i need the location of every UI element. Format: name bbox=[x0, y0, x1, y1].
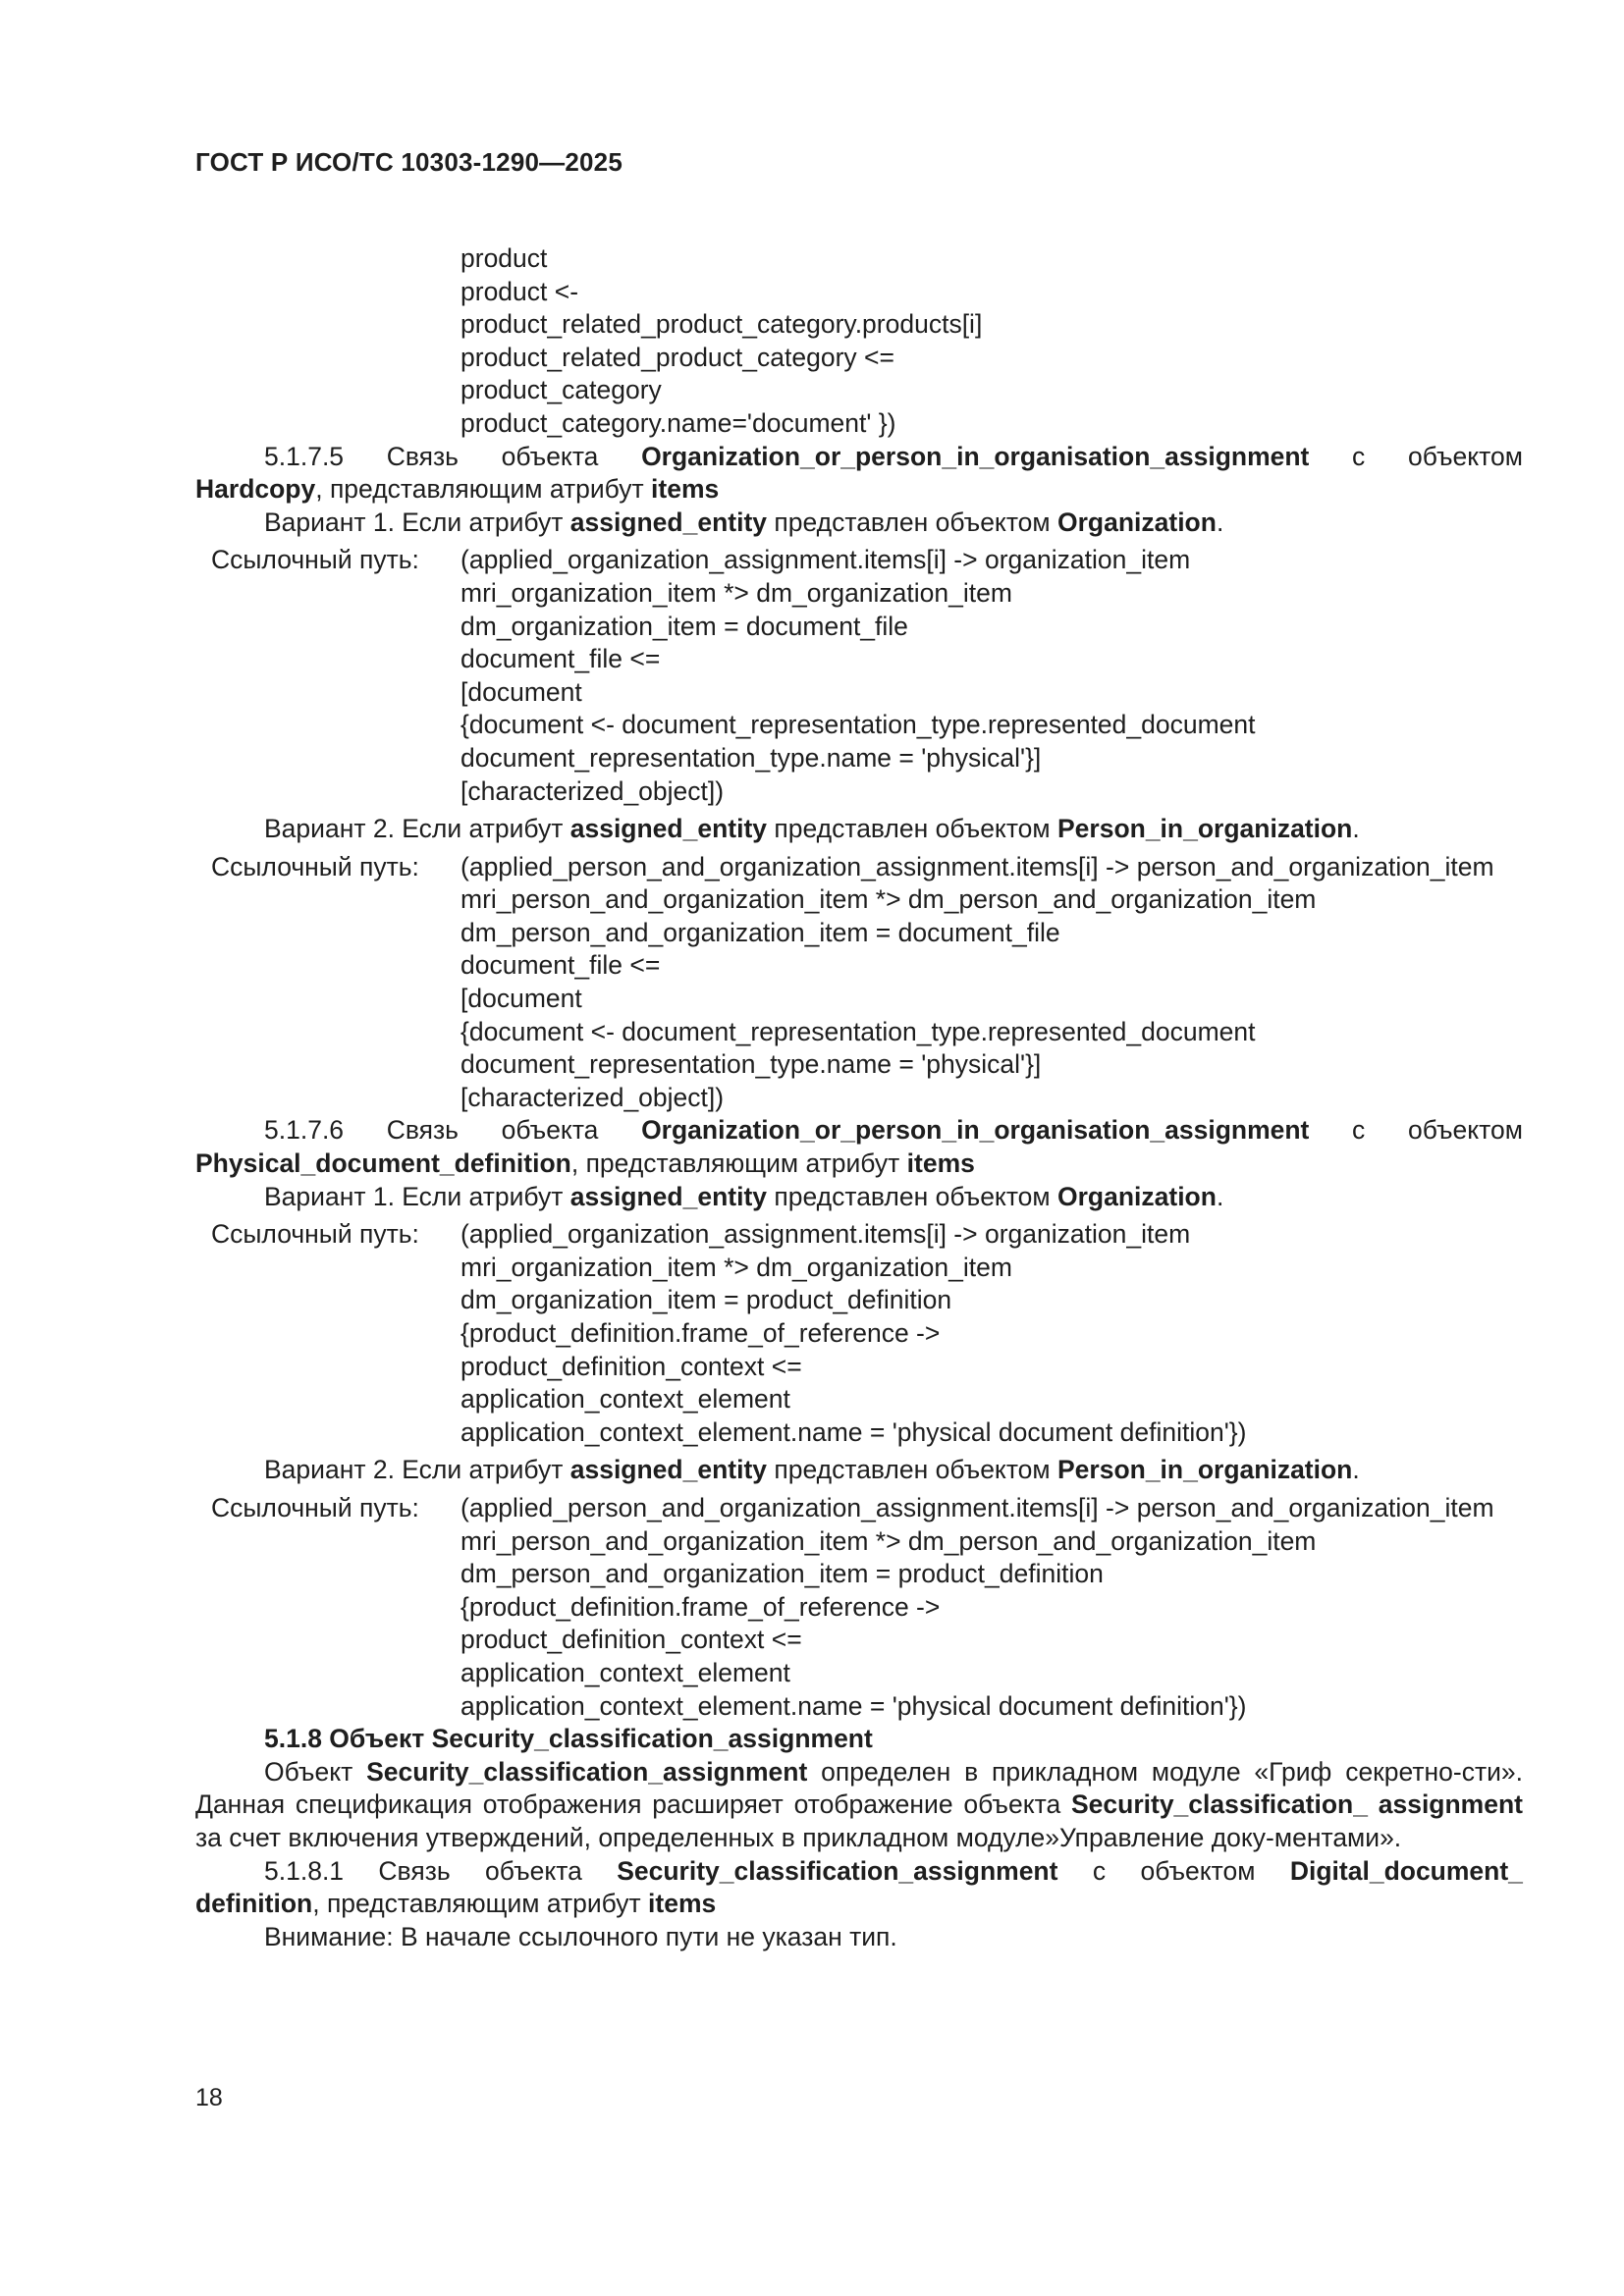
code-line: document_file <= bbox=[460, 644, 661, 674]
variant-1-line: Вариант 1. Если атрибут assigned_entity представлен объектом Organization. bbox=[264, 1181, 1224, 1211]
attribute-name: items bbox=[906, 1148, 975, 1179]
code-line: [document bbox=[460, 676, 582, 707]
code-line: dm_person_and_organization_item = product_definition bbox=[460, 1559, 1104, 1589]
attribute-name: items bbox=[648, 1889, 717, 1919]
code-line: mri_person_and_organization_item *> dm_person_and_organization_item bbox=[460, 884, 1317, 915]
clause-5181-heading-line1: 5.1.8.1 Связь объекта Security_classification_assignment с объектом Digital_document_ bbox=[264, 1855, 1523, 1886]
code-line: mri_person_and_organization_item *> dm_person_and_organization_item bbox=[460, 1525, 1317, 1556]
code-line: {document <- document_representation_type.represented_document bbox=[460, 1016, 1256, 1046]
code-line: product <- bbox=[460, 276, 579, 306]
code-line: mri_organization_item *> dm_organization_item bbox=[460, 577, 1012, 608]
reference-path-label: Ссылочный путь: bbox=[211, 1492, 419, 1522]
variant-2-line: Вариант 2. Если атрибут assigned_entity представлен объектом Person_in_organization. bbox=[264, 1455, 1360, 1485]
code-line: application_context_element.name = 'physical document definition'}) bbox=[460, 1690, 1247, 1721]
code-line: document_file <= bbox=[460, 950, 661, 981]
code-line: Ссылочный путь: (applied_person_and_organization_assignment.items[i] -> person_and_organization_item bbox=[195, 1492, 1523, 1525]
code-line: document_representation_type.name = 'physical'}] bbox=[460, 1049, 1042, 1080]
code-line: application_context_element bbox=[460, 1657, 790, 1687]
reference-path-block bbox=[195, 1218, 1523, 1449]
variant-2-line: Вариант 2. Если атрибут assigned_entity представлен объектом Person_in_organization. bbox=[264, 814, 1360, 844]
reference-path-label: Ссылочный путь: bbox=[211, 545, 419, 575]
clause-5175-heading-line2: Hardcopy, представляющим атрибут items bbox=[195, 474, 720, 505]
entity-name: Security_classification_assignment bbox=[617, 1855, 1058, 1886]
code-line: {product_definition.frame_of_reference -> bbox=[460, 1591, 941, 1622]
entity-name: Organization_or_person_in_organisation_assignment bbox=[641, 1115, 1310, 1146]
code-line: product_definition_context <= bbox=[460, 1625, 802, 1655]
code-line: dm_person_and_organization_item = document_file bbox=[460, 917, 1060, 947]
code-block-continuation bbox=[195, 242, 1523, 441]
target-entity-name: Hardcopy bbox=[195, 474, 316, 505]
code-line: Ссылочный путь: (applied_person_and_organization_assignment.items[i] -> person_and_organization_item bbox=[195, 851, 1523, 884]
code-line: dm_organization_item = document_file bbox=[460, 611, 908, 641]
code-line: product_category bbox=[460, 375, 662, 405]
code-line: {document <- document_representation_type.represented_document bbox=[460, 710, 1256, 740]
reference-path-block bbox=[195, 544, 1523, 808]
code-line: {product_definition.frame_of_reference -> bbox=[460, 1318, 941, 1348]
section-heading-518: 5.1.8 Объект Security_classification_assignment bbox=[264, 1724, 873, 1754]
document-header: ГОСТ Р ИСО/ТС 10303-1290—2025 bbox=[195, 147, 623, 177]
code-line: Ссылочный путь: (applied_organization_assignment.items[i] -> organization_item bbox=[195, 544, 1523, 577]
reference-path-label: Ссылочный путь: bbox=[211, 1219, 419, 1250]
code-line: Ссылочный путь: (applied_organization_assignment.items[i] -> organization_item bbox=[195, 1218, 1523, 1252]
code-line: mri_organization_item *> dm_organization_item bbox=[460, 1252, 1012, 1282]
code-line: [characterized_object]) bbox=[460, 775, 725, 806]
target-entity-name: Physical_document_definition bbox=[195, 1148, 571, 1179]
code-line: product_category.name='document' }) bbox=[460, 407, 896, 438]
code-line: product_related_product_category <= bbox=[460, 342, 894, 372]
code-line: product_definition_context <= bbox=[460, 1351, 802, 1381]
clause-5176-heading-line2: Physical_document_definition, представляющим атрибут items bbox=[195, 1148, 975, 1179]
code-line: application_context_element.name = 'physical document definition'}) bbox=[460, 1416, 1247, 1447]
page-number: 18 bbox=[195, 2084, 223, 2111]
clause-5181-heading-line2: definition, представляющим атрибут items bbox=[195, 1889, 717, 1919]
reference-path-block bbox=[195, 851, 1523, 1115]
code-line: document_representation_type.name = 'physical'}] bbox=[460, 742, 1042, 773]
page-content bbox=[195, 242, 1523, 1953]
attention-note: Внимание: В начале ссылочного пути не указан тип. bbox=[264, 1921, 897, 1951]
code-line: [characterized_object]) bbox=[460, 1082, 725, 1112]
attribute-name: items bbox=[651, 474, 720, 505]
clause-5175-heading-line1: 5.1.7.5 Связь объекта Organization_or_person_in_organisation_assignment с объектом bbox=[264, 441, 1523, 471]
code-line: dm_organization_item = product_definition bbox=[460, 1285, 952, 1315]
entity-name: Organization_or_person_in_organisation_assignment bbox=[641, 441, 1310, 471]
section-518-paragraph: Объект Security_classification_assignment определен в прикладном модуле «Гриф секретно-сти». Данная спецификация отображения расширяет отображение объекта Security_classification_ assignment за счет включения утверждений, определенных в прикладном модуле»Управление доку-ментами». bbox=[195, 1756, 1523, 1852]
code-line: product_related_product_category.products[i] bbox=[460, 309, 983, 340]
code-line: [document bbox=[460, 984, 582, 1014]
code-line: application_context_element bbox=[460, 1384, 790, 1415]
reference-path-block bbox=[195, 1492, 1523, 1723]
variant-1-line: Вариант 1. Если атрибут assigned_entity представлен объектом Organization. bbox=[264, 507, 1224, 537]
reference-path-label: Ссылочный путь: bbox=[211, 851, 419, 881]
clause-5176-heading-line1: 5.1.7.6 Связь объекта Organization_or_person_in_organisation_assignment с объектом bbox=[264, 1115, 1523, 1146]
target-entity-name: Digital_document_ bbox=[1289, 1855, 1523, 1886]
code-line: product bbox=[460, 243, 548, 273]
